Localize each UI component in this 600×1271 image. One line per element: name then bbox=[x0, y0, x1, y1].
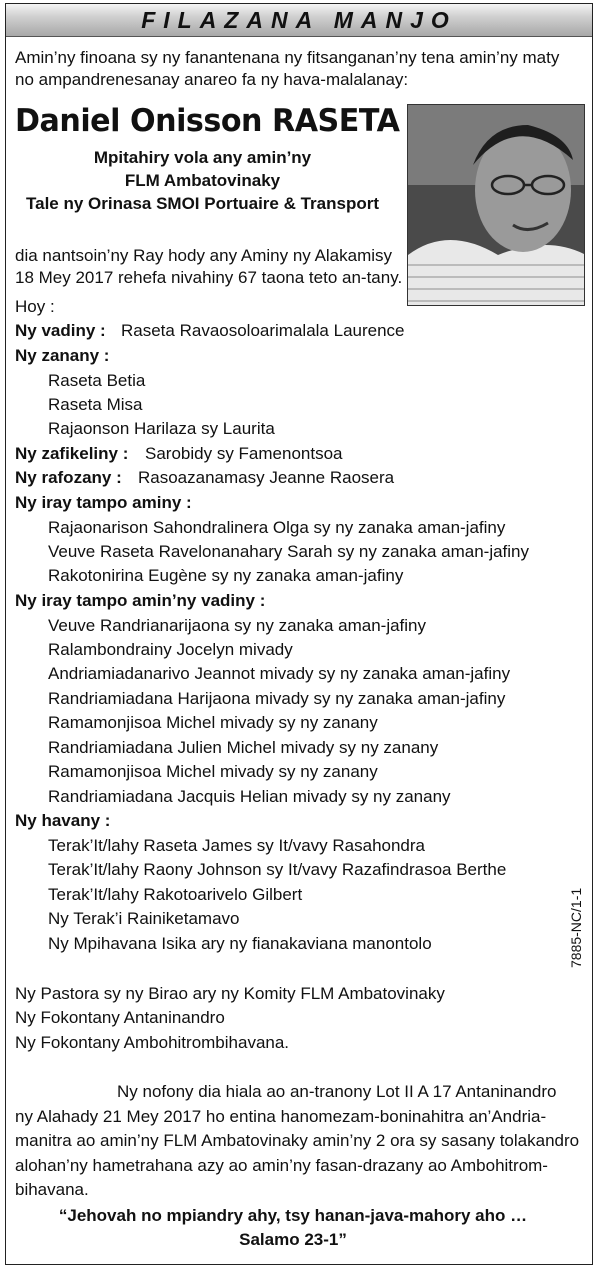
intro-line-2: no ampandrenesanay anareo fa ny hava-malalanay: bbox=[15, 70, 409, 89]
relative-item: Terak’It/lahy Raseta James sy It/vavy Rasahondra bbox=[48, 836, 425, 855]
header-banner bbox=[6, 4, 592, 37]
spouse-sibling-item: Ramamonjisoa Michel mivady sy ny zanany bbox=[48, 762, 378, 781]
sibling-item: Veuve Raseta Ravelonanahary Sarah sy ny zanaka aman-jafiny bbox=[48, 542, 530, 561]
spouse-label: Ny vadiny : bbox=[15, 321, 106, 340]
spouse-sibling-item: Randriamiadana Julien Michel mivady sy ny zanany bbox=[48, 738, 439, 757]
inlaw-parents-name: Rasoazanamasy Jeanne Raosera bbox=[138, 468, 395, 487]
intro-line-1: Amin’ny finoana sy ny fanantenana ny fitsanganan’ny tena amin’ny maty bbox=[15, 48, 560, 67]
relatives-label: Ny havany : bbox=[15, 811, 111, 830]
notice-title: FILAZANA MANJO bbox=[141, 7, 457, 33]
spouse-siblings-label: Ny iray tampo amin’ny vadiny : bbox=[15, 591, 266, 610]
deceased-role-3: Tale ny Orinasa SMOI Portuaire & Transport bbox=[26, 194, 379, 213]
child-item: Rajaonson Harilaza sy Laurita bbox=[48, 419, 275, 438]
child-item: Raseta Misa bbox=[48, 395, 143, 414]
church-line: Ny Fokontany Ambohitrombihavana. bbox=[15, 1033, 290, 1052]
relative-item: Terak’It/lahy Raony Johnson sy It/vavy Razafindrasoa Berthe bbox=[48, 860, 507, 879]
relative-item: Ny Terak’i Rainiketamavo bbox=[48, 909, 240, 928]
church-line: Ny Fokontany Antaninandro bbox=[15, 1008, 225, 1027]
child-item: Raseta Betia bbox=[48, 371, 146, 390]
spouse-sibling-item: Randriamiadana Jacquis Helian mivady sy ny zanany bbox=[48, 787, 451, 806]
spouse-sibling-item: Veuve Randrianarijaona sy ny zanaka aman-jafiny bbox=[48, 616, 427, 635]
spouse-name: Raseta Ravaosoloarimalala Laurence bbox=[121, 321, 405, 340]
sibling-item: Rakotonirina Eugène sy ny zanaka aman-jafiny bbox=[48, 566, 404, 585]
siblings-label: Ny iray tampo aminy : bbox=[15, 493, 192, 512]
reference-code: 7885-NC/1-1 bbox=[568, 887, 584, 968]
funeral-line-5: bihavana. bbox=[15, 1180, 89, 1199]
grandchildren-names: Sarobidy sy Famenontsoa bbox=[145, 444, 343, 463]
church-line: Ny Pastora sy ny Birao ary ny Komity FLM Ambatovinaky bbox=[15, 984, 445, 1003]
funeral-line-2: ny Alahady 21 Mey 2017 ho entina hanomezam-boninahitra an’Andria- bbox=[15, 1107, 547, 1126]
portrait-icon bbox=[408, 105, 585, 306]
deceased-name: Daniel Onisson RASETA bbox=[15, 103, 400, 139]
funeral-line-4: alohan’ny hametrahana azy ao amin’ny fasan-drazany ao Ambohitrom- bbox=[15, 1156, 548, 1175]
deceased-role-1: Mpitahiry vola any amin’ny bbox=[93, 148, 312, 167]
death-line-2: 18 Mey 2017 rehefa nivahiny 67 taona teto an-tany. bbox=[15, 268, 403, 287]
spouse-sibling-item: Ramamonjisoa Michel mivady sy ny zanany bbox=[48, 713, 378, 732]
hoy-label: Hoy : bbox=[15, 297, 55, 316]
relative-item: Ny Mpihavana Isika ary ny fianakaviana manontolo bbox=[48, 934, 432, 953]
sibling-item: Rajaonarison Sahondralinera Olga sy ny zanaka aman-jafiny bbox=[48, 518, 506, 537]
deceased-role-2: FLM Ambatovinaky bbox=[124, 171, 281, 190]
funeral-line-3: manitra ao amin’ny FLM Ambatovinaky amin’ny 2 ora sy sasany tolakandro bbox=[15, 1131, 580, 1150]
grandchildren-label: Ny zafikeliny : bbox=[15, 444, 129, 463]
spouse-sibling-item: Randriamiadana Harijaona mivady sy ny zanaka aman-jafiny bbox=[48, 689, 506, 708]
scripture-quote-line-2: Salamo 23-1” bbox=[239, 1230, 347, 1249]
deceased-photo bbox=[407, 104, 585, 306]
inlaw-parents-label: Ny rafozany : bbox=[15, 468, 122, 487]
funeral-line-1: Ny nofony dia hiala ao an-tranony Lot II A 17 Antaninandro bbox=[117, 1082, 557, 1101]
relative-item: Terak’It/lahy Rakotoarivelo Gilbert bbox=[48, 885, 303, 904]
spouse-sibling-item: Ralambondrainy Jocelyn mivady bbox=[48, 640, 293, 659]
spouse-sibling-item: Andriamiadanarivo Jeannot mivady sy ny zanaka aman-jafiny bbox=[48, 664, 511, 683]
scripture-quote-line-1: “Jehovah no mpiandry ahy, tsy hanan-java-mahory aho … bbox=[58, 1206, 528, 1225]
children-label: Ny zanany : bbox=[15, 346, 110, 365]
death-line-1: dia nantsoin’ny Ray hody any Aminy ny Alakamisy bbox=[15, 246, 393, 265]
